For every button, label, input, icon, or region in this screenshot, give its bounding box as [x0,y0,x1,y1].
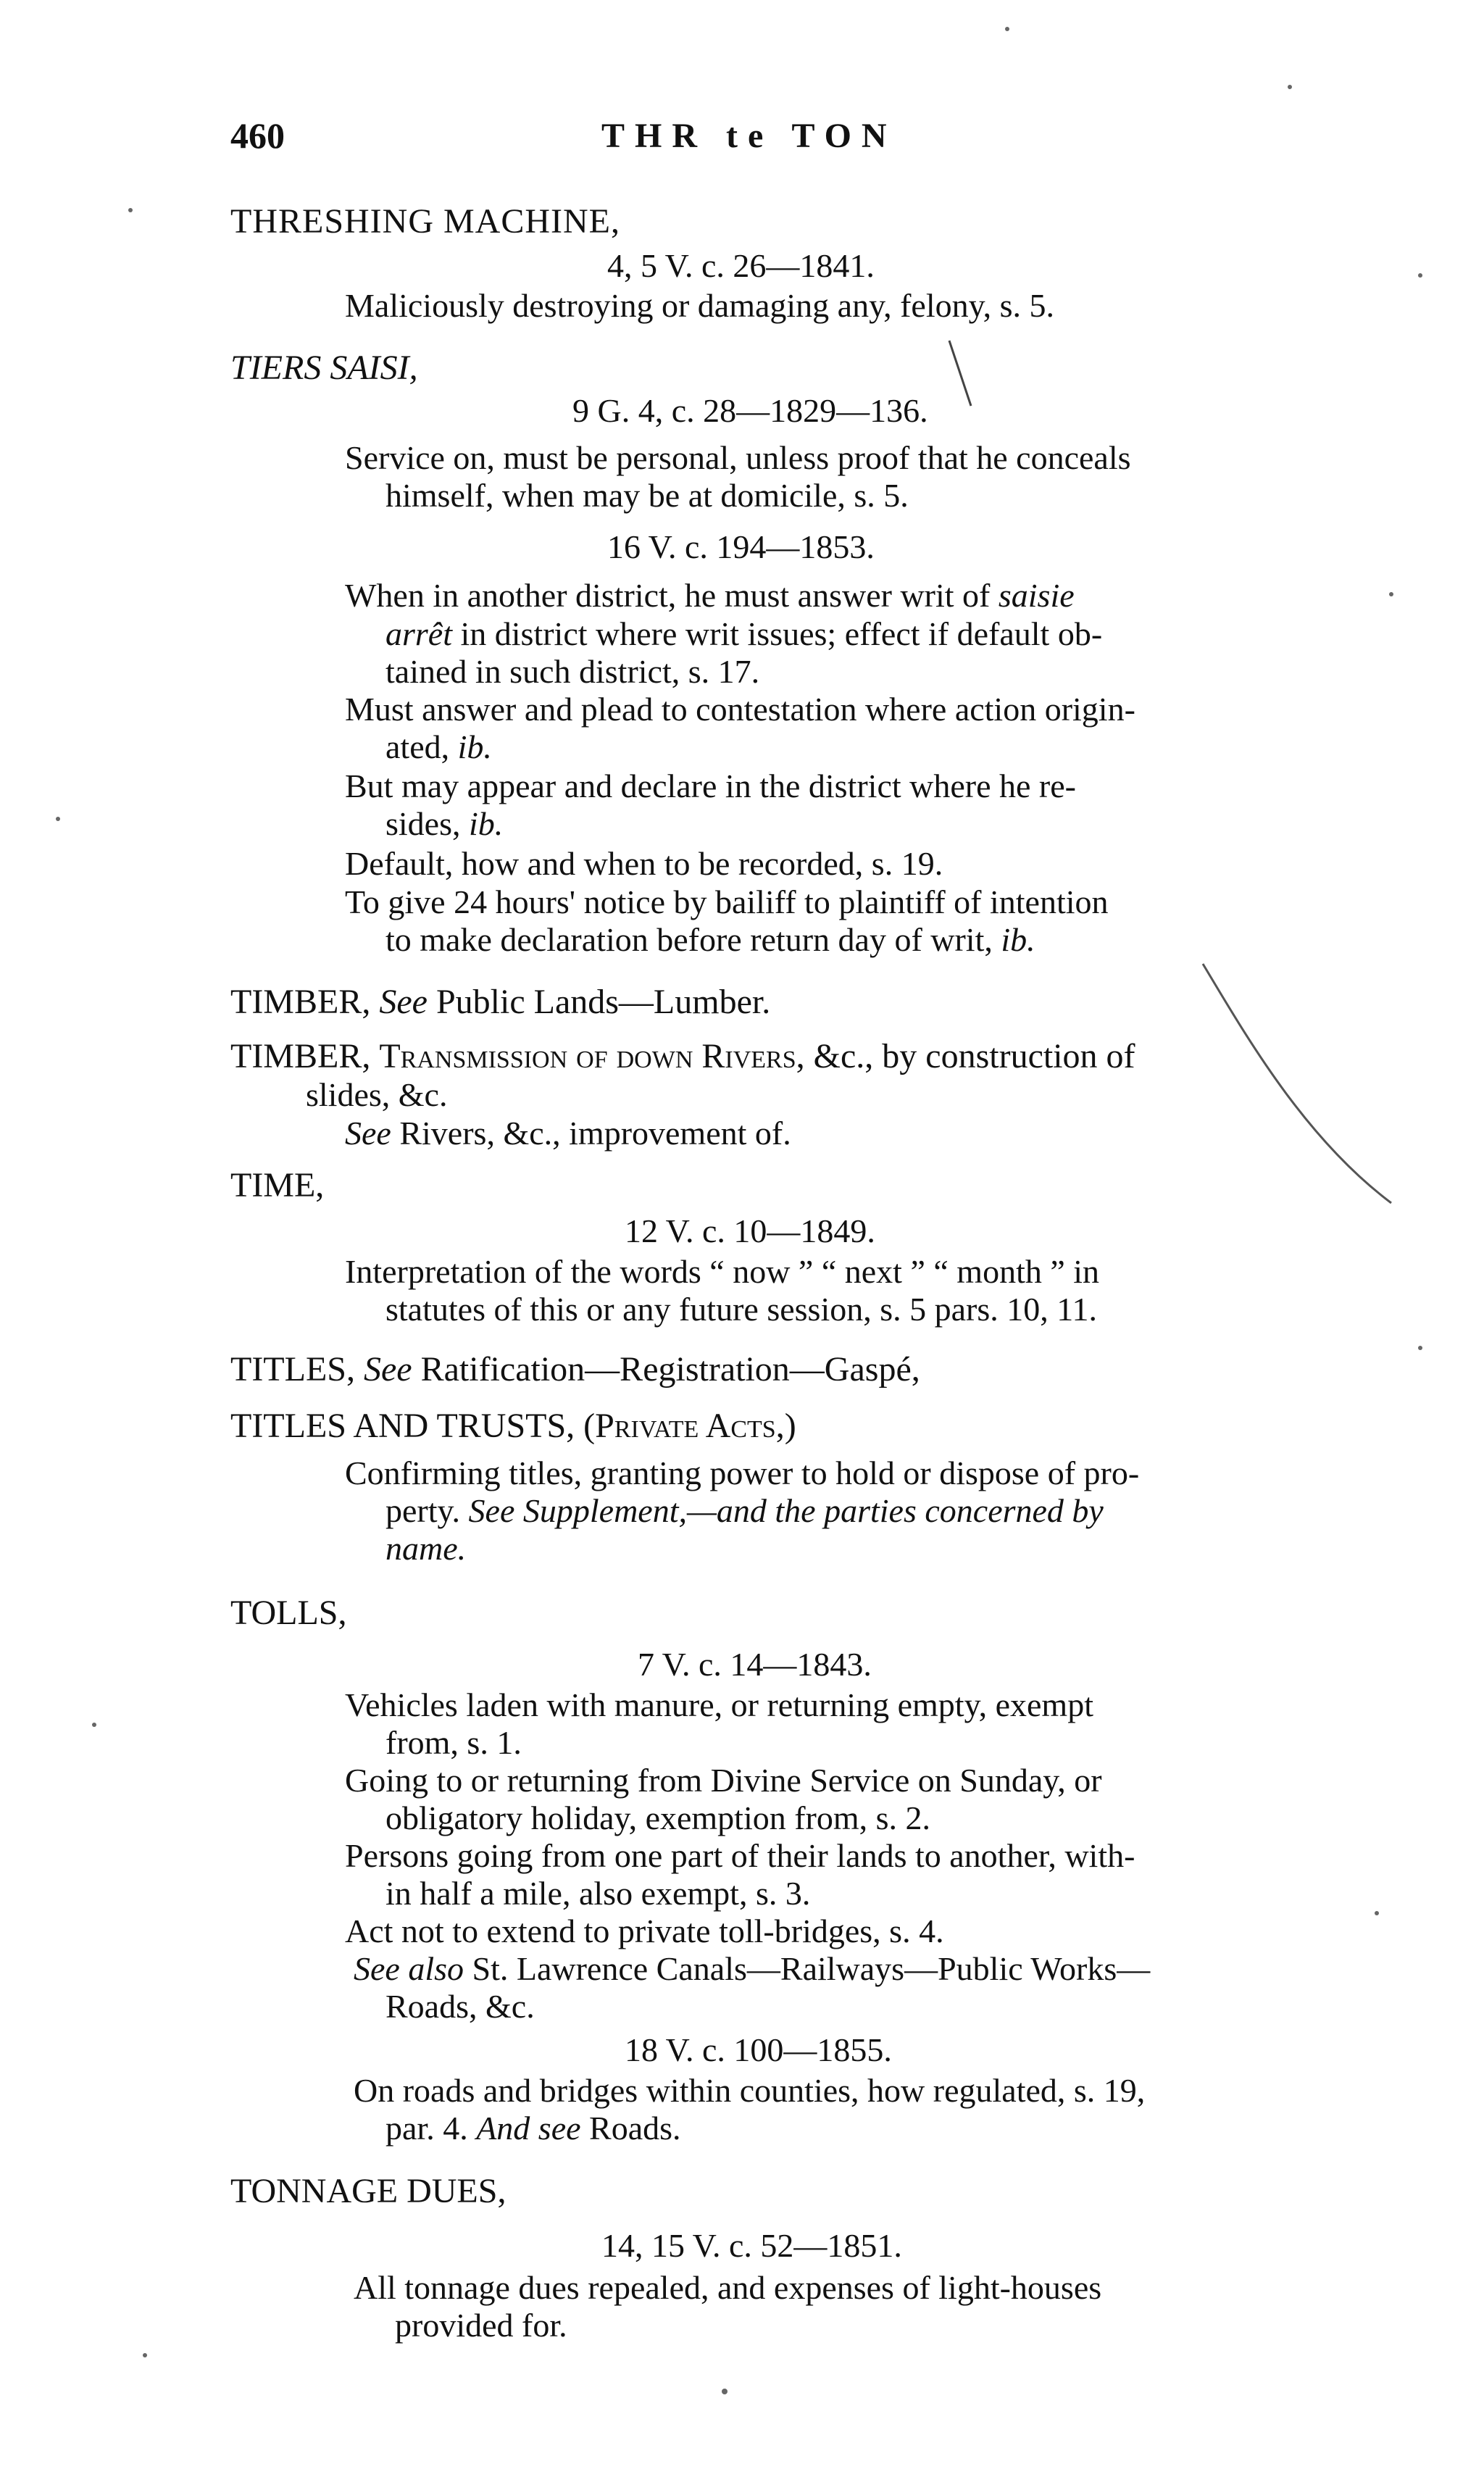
act-citation: 4, 5 V. c. 26—1841. [607,247,875,284]
index-entry-cont: obligatory holiday, exemption from, s. 2. [385,1799,931,1836]
entry-text: perty. [385,1492,469,1529]
see-reference: See [379,983,428,1021]
entry-italic: ib. [469,805,504,842]
cross-reference: Ratification—Registration—Gaspé, [412,1350,920,1389]
index-entry-cont: slides, &c. [306,1076,448,1113]
cross-reference: Rivers, &c., improvement of. [391,1115,791,1152]
see-reference: And see [476,2110,581,2147]
heading-text: TIMBER, [230,983,380,1021]
entry-text: , &c., by construction of [796,1037,1135,1075]
entry-italic: See Supplement,—and the parties concerned by [468,1492,1104,1529]
index-entry-cont: tained in such district, s. 17. [385,653,760,690]
index-entry: Act not to extend to private toll-bridges, s. 4. [345,1912,944,1949]
index-entry-cont: himself, when may be at domicile, s. 5. [385,477,909,514]
cross-reference: Public Lands—Lumber. [427,983,771,1021]
speck [92,1723,96,1727]
index-entry: Persons going from one part of their lands to another, with- [345,1837,1135,1874]
index-entry: But may appear and declare in the district where he re- [345,767,1076,804]
pencil-mark [1203,964,1391,1203]
act-citation: 9 G. 4, c. 28—1829—136. [572,392,928,429]
small-caps-text: Private Acts [595,1407,776,1445]
speck [1418,1346,1422,1350]
index-entry: Confirming titles, granting power to hold or dispose of pro- [345,1454,1140,1491]
small-caps-text: Transmission of down Rivers [379,1037,796,1075]
speck [56,817,60,821]
speck [143,2353,147,2357]
heading-text: TIERS SAISI, [230,349,418,387]
entry-heading-threshing: THRESHING MACHINE, [230,202,620,241]
speck [128,208,133,212]
heading-text: TIMBER, [230,1037,380,1075]
index-entry: Default, how and when to be recorded, s. 19. [345,845,943,882]
entry-heading-time: TIME, [230,1166,325,1204]
entry-italic: arrêt [385,615,452,652]
entry-italic: ib. [1001,921,1035,958]
entry-text: When in another district, he must answer writ of [345,577,999,614]
heading-text: ,) [775,1407,796,1445]
index-entry: Maliciously destroying or damaging any, felony, s. 5. [345,287,1055,324]
entry-text: par. 4. [385,2110,477,2147]
heading-text: TITLES AND TRUSTS, ( [230,1407,596,1445]
act-citation: 7 V. c. 14—1843. [638,1646,872,1683]
index-entry: Vehicles laden with manure, or returning empty, exempt [345,1686,1093,1723]
index-entry: All tonnage dues repealed, and expenses of light-houses [354,2269,1102,2306]
speck [1375,1911,1379,1915]
index-entry-cont: statutes of this or any future session, s. 5 pars. 10, 11. [385,1291,1098,1328]
heading-text: TITLES, [230,1350,364,1389]
entry-heading-tonnage-dues: TONNAGE DUES, [230,2172,507,2210]
index-entry-cont: from, s. 1. [385,1724,522,1761]
entry-heading-tolls: TOLLS, [230,1594,347,1632]
index-entry: To give 24 hours' notice by bailiff to plaintiff of intention [345,883,1109,920]
index-entry-cont: provided for. [395,2307,567,2344]
speck [1288,85,1292,89]
index-entry: Going to or returning from Divine Service on Sunday, or [345,1762,1102,1799]
index-entry: Must answer and plead to contestation where action origin- [345,691,1135,728]
pencil-mark [949,341,971,406]
see-reference: See also [354,1950,464,1987]
see-reference: See [345,1115,391,1152]
page-number: 460 [230,115,285,156]
act-citation: 12 V. c. 10—1849. [625,1212,875,1249]
speck [722,2389,728,2394]
index-entry-cont: Roads, &c. [385,1988,535,2025]
entry-text: sides, [385,805,469,842]
entry-text: in district where writ issues; effect if default ob- [452,615,1103,652]
act-citation: 14, 15 V. c. 52—1851. [601,2227,902,2264]
act-citation: 16 V. c. 194—1853. [607,528,875,565]
entry-italic: ib. [457,728,492,765]
speck [1005,27,1009,31]
index-entry: Interpretation of the words “ now ” “ next ” “ month ” in [345,1253,1100,1290]
index-entry-cont: in half a mile, also exempt, s. 3. [385,1875,811,1912]
speck [1389,592,1393,596]
entry-text: to make declaration before return day of writ, [385,921,1001,958]
entry-italic: name. [385,1530,467,1567]
entry-text: ated, [385,728,458,765]
cross-reference: St. Lawrence Canals—Railways—Public Works— [464,1950,1151,1987]
running-title: THR te TON [601,117,897,155]
cross-reference: Roads. [580,2110,681,2147]
entry-italic: saisie [998,577,1075,614]
index-entry: On roads and bridges within counties, how regulated, s. 19, [354,2072,1146,2109]
see-reference: See [363,1350,412,1389]
act-citation: 18 V. c. 100—1855. [625,2031,892,2068]
speck [1418,273,1422,278]
index-entry: Service on, must be personal, unless proof that he conceals [345,439,1131,476]
